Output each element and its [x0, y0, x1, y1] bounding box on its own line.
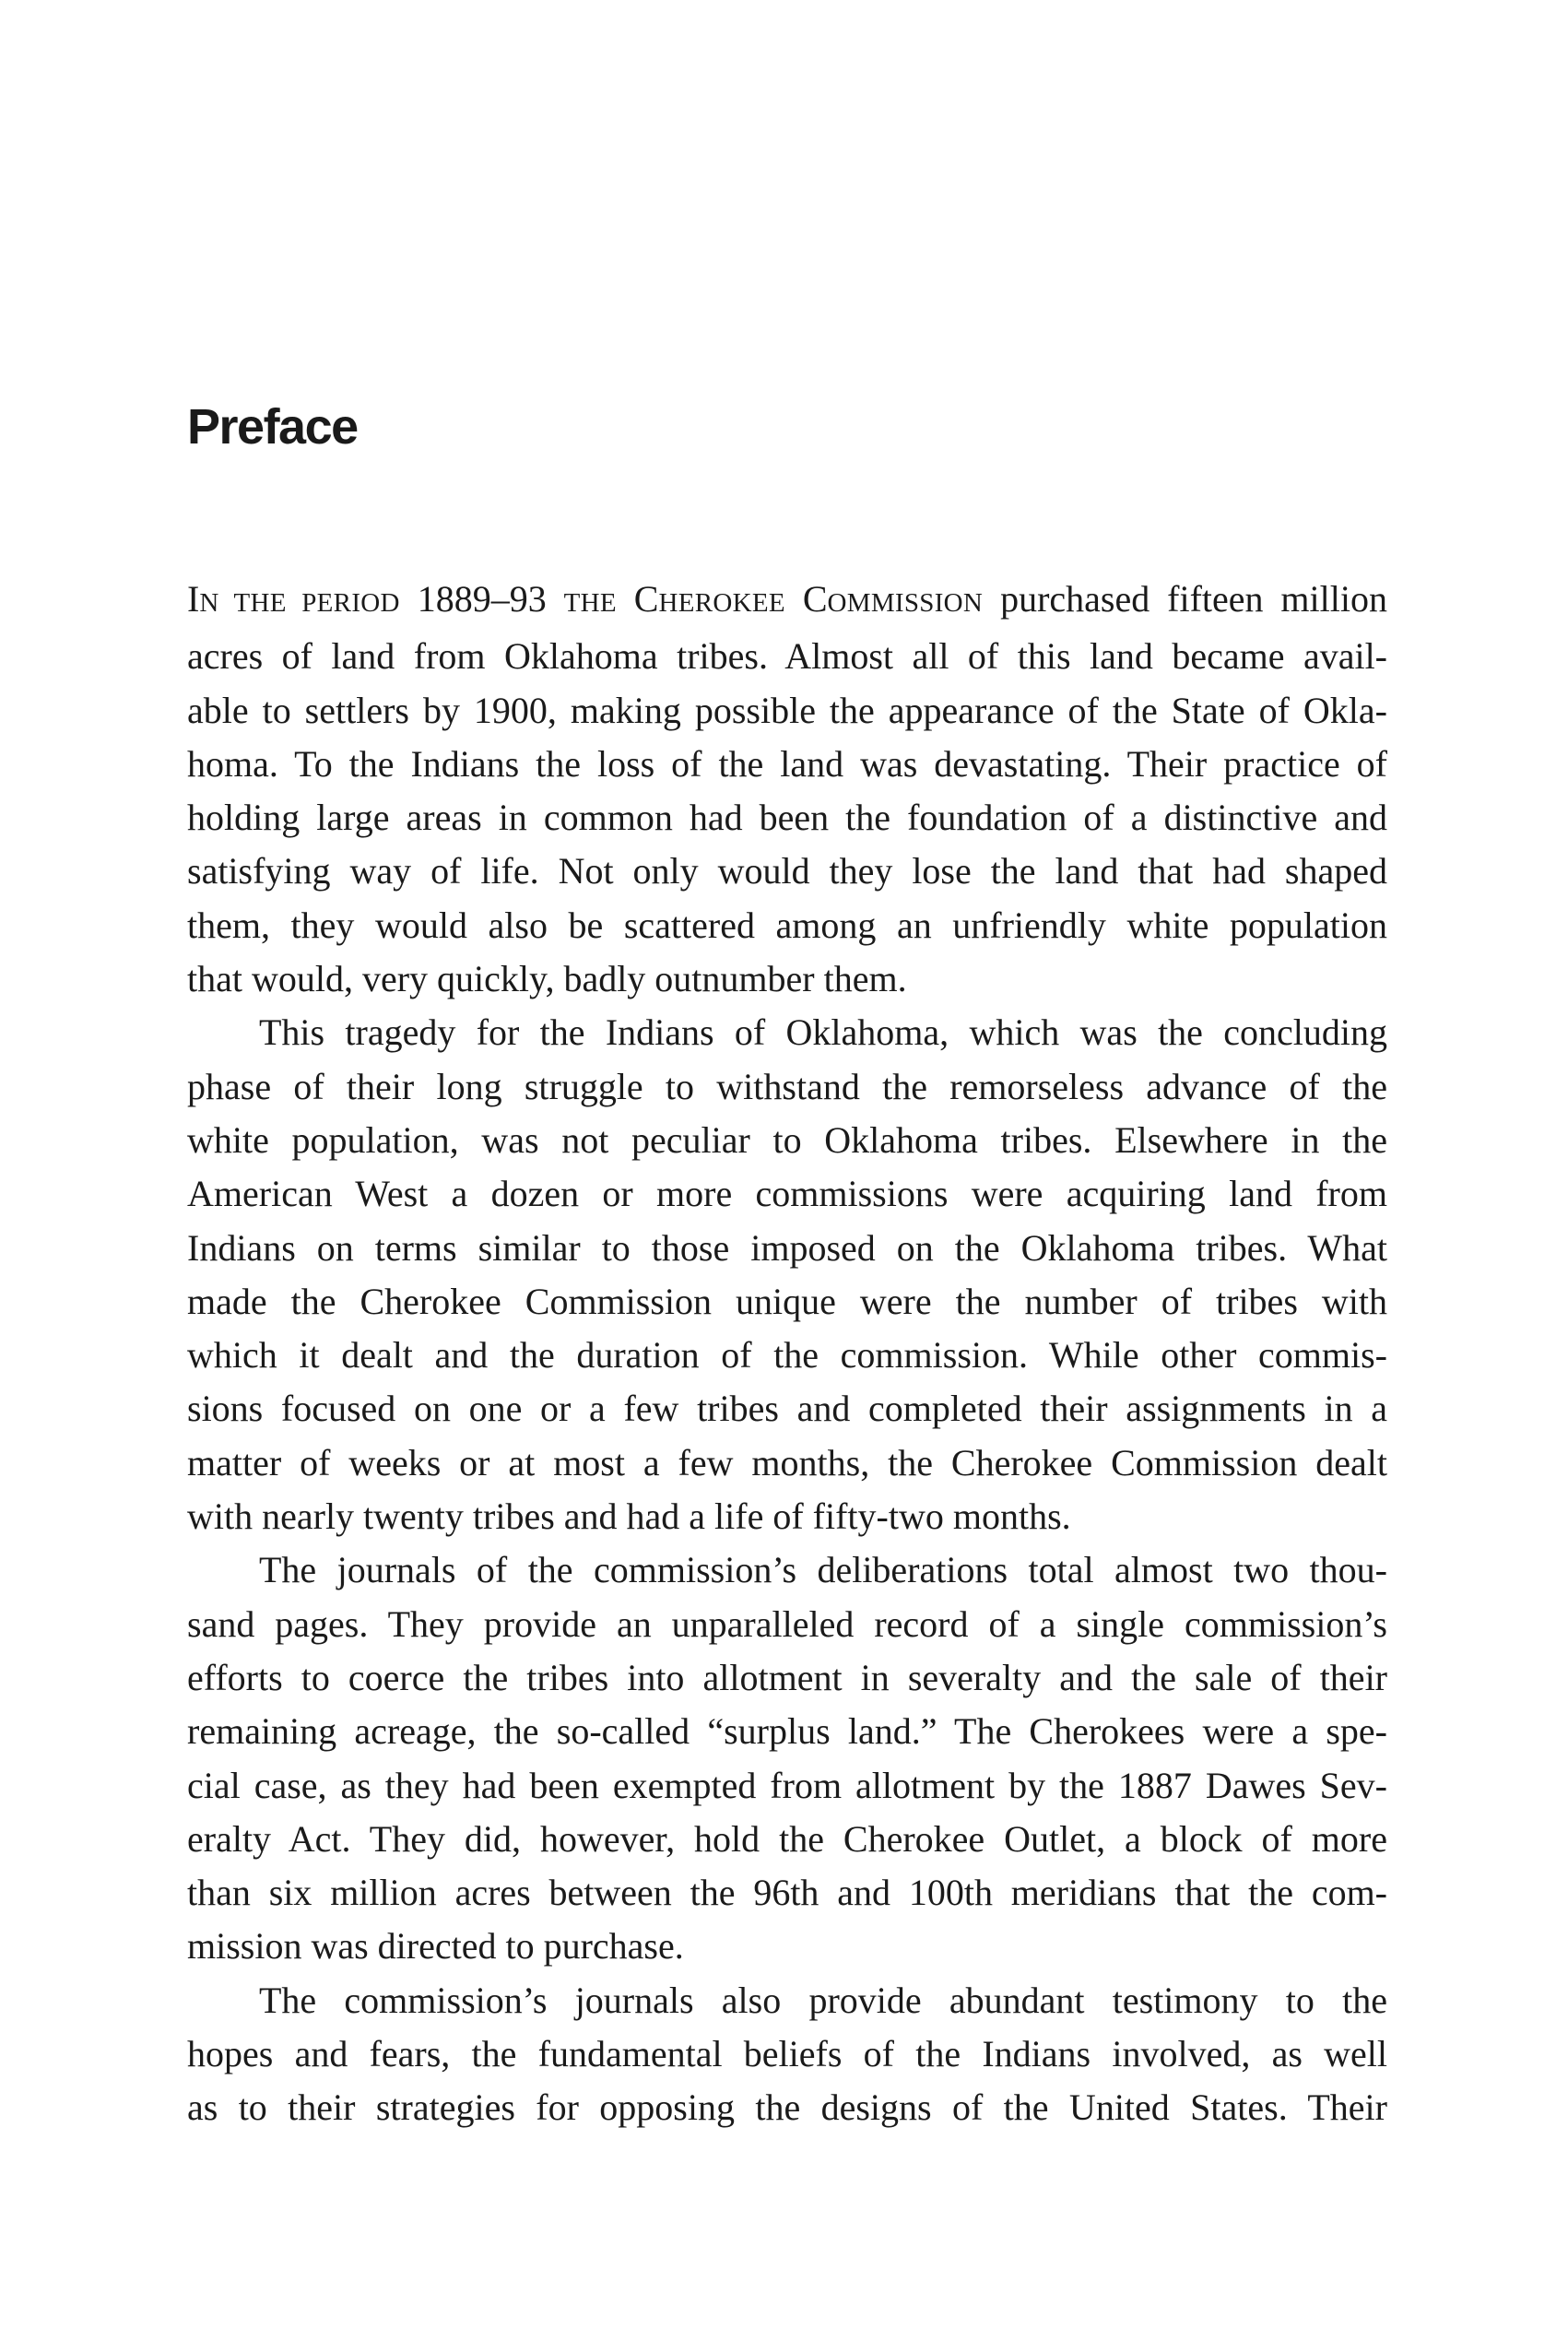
- text-line: that would, very quickly, badly outnumber them.: [187, 958, 907, 1000]
- text-line: as to their strategies for opposing the designs of the United States. Their: [187, 2086, 1387, 2129]
- text-line: mission was directed to purchase.: [187, 1925, 684, 1968]
- text-line: hopes and fears, the fundamental beliefs of the Indians involved, as well: [187, 2033, 1387, 2075]
- text-line: homa. To the Indians the loss of the land was devastating. Their practice of: [187, 742, 1387, 785]
- text-line: efforts to coerce the tribes into allotment in severalty and the sale of their: [187, 1656, 1387, 1698]
- text-line: cial case, as they had been exempted from allotment by the 1887 Dawes Sev-: [187, 1764, 1387, 1806]
- text-line: which it dealt and the duration of the commission. While other commis-: [187, 1334, 1387, 1377]
- text-line: American West a dozen or more commissions were acquiring land from: [187, 1173, 1387, 1215]
- paragraph-first-line: The journals of the commission’s deliberations total almost two thou-: [259, 1549, 1387, 1591]
- text-line: holding large areas in common had been the foundation of a distinctive and: [187, 797, 1387, 839]
- text-line: white population, was not peculiar to Oklahoma tribes. Elsewhere in the: [187, 1118, 1387, 1161]
- text-line: remaining acreage, the so-called “surplus land.” The Cherokees were a spe-: [187, 1710, 1387, 1753]
- text-line: made the Cherokee Commission unique were the number of tribes with: [187, 1280, 1387, 1322]
- text-line: matter of weeks or at most a few months, the Cherokee Commission dealt: [187, 1441, 1387, 1483]
- paragraph-first-line: The commission’s journals also provide abundant testimony to the: [259, 1979, 1387, 2021]
- text-line: satisfying way of life. Not only would they lose the land that had shaped: [187, 850, 1387, 892]
- paragraph-first-line: This tragedy for the Indians of Oklahoma, which was the concluding: [259, 1011, 1387, 1054]
- body-text: [187, 573, 1387, 2135]
- text-line: able to settlers by 1900, making possible the appearance of the State of Okla-: [187, 689, 1387, 731]
- text-line: sions focused on one or a few tribes and completed their assignments in a: [187, 1388, 1387, 1430]
- text-line: phase of their long struggle to withstand the remorseless advance of the: [187, 1065, 1387, 1107]
- text-line: Indians on terms similar to those imposed on the Oklahoma tribes. What: [187, 1226, 1387, 1269]
- opening-line: IN THE PERIOD 1889–93 THE CHEROKEE COMMISSION purchased fifteen million: [187, 578, 1387, 620]
- text-line: with nearly twenty tribes and had a life of fifty-two months.: [187, 1495, 1071, 1538]
- text-line: them, they would also be scattered among an unfriendly white population: [187, 904, 1387, 946]
- text-line: eralty Act. They did, however, hold the Cherokee Outlet, a block of more: [187, 1817, 1387, 1860]
- chapter-title: Preface: [187, 399, 358, 455]
- text-line: acres of land from Oklahoma tribes. Almost all of this land became avail-: [187, 635, 1387, 678]
- text-line: sand pages. They provide an unparalleled record of a single commission’s: [187, 1602, 1387, 1645]
- text-line: than six million acres between the 96th and 100th meridians that the com-: [187, 1872, 1387, 1914]
